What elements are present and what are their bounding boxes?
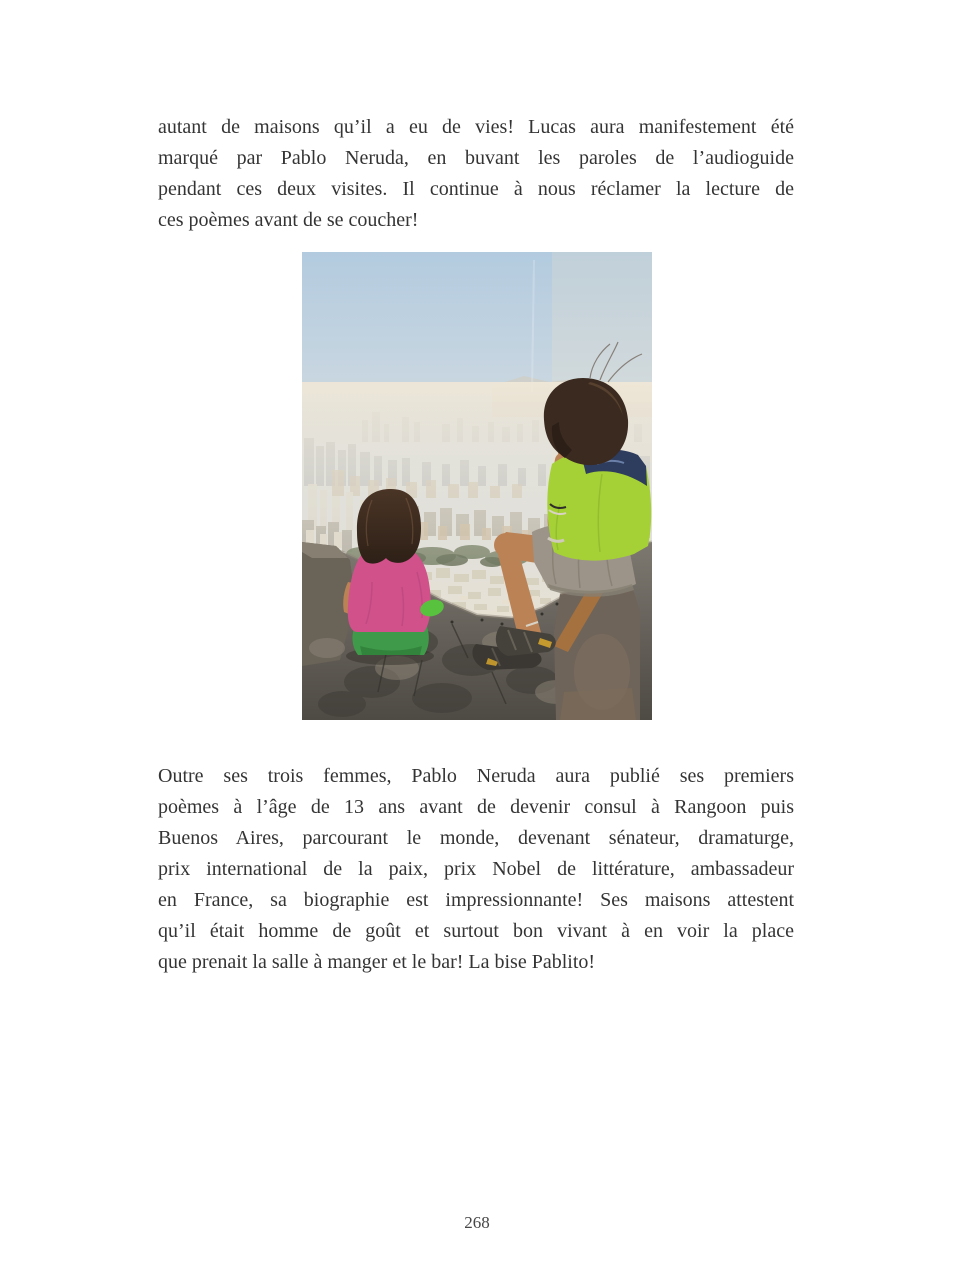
paragraph-neruda-visites: [158, 112, 794, 236]
text-line: prix international de la paix, prix Nobel de littérature, ambassadeur: [158, 858, 794, 880]
text-line: poèmes à l’âge de 13 ans avant de devenir consul à Rangoon puis: [158, 796, 794, 818]
text-line: ces poèmes avant de se coucher!: [158, 209, 419, 231]
page-number: 268: [464, 1213, 490, 1232]
text-line: que prenait la salle à manger et le bar! La bise Pablito!: [158, 951, 596, 973]
photo-children-overlooking-city: [302, 252, 652, 720]
text-line: marqué par Pablo Neruda, en buvant les paroles de l’audioguide: [158, 147, 794, 169]
paragraph-neruda-biographie: [158, 761, 794, 978]
photo-illustration: [302, 252, 652, 720]
text-line: en France, sa biographie est impressionnante! Ses maisons attestent: [158, 889, 794, 911]
text-line: pendant ces deux visites. Il continue à nous réclamer la lecture de: [158, 178, 794, 200]
text-line: qu’il était homme de goût et surtout bon vivant à en voir la place: [158, 920, 794, 942]
text-line: autant de maisons qu’il a eu de vies! Lucas aura manifestement été: [158, 116, 794, 138]
text-line: Buenos Aires, parcourant le monde, devenant sénateur, dramaturge,: [158, 827, 794, 849]
text-line: Outre ses trois femmes, Pablo Neruda aura publié ses premiers: [158, 765, 794, 787]
